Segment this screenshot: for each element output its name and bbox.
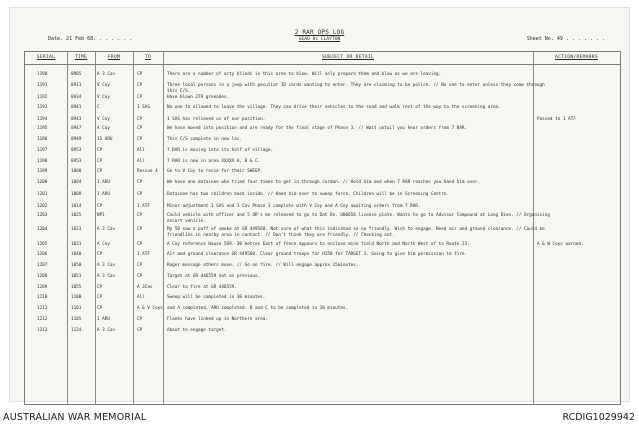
row-serial: 1207	[37, 263, 48, 268]
row-from: V Coy	[97, 95, 110, 100]
row-serial: 1205	[37, 242, 48, 247]
row-detail: Clear to fire at GR 446559.	[167, 285, 237, 290]
col-head-serial: SERIAL	[36, 55, 56, 60]
row-serial: 1190	[37, 72, 48, 77]
row-serial: 1212	[37, 317, 48, 322]
row-detail: Target at GR 446559 not as previous.	[167, 274, 261, 279]
row-serial: 1200	[37, 180, 48, 185]
row-from: CP	[97, 252, 103, 257]
row-to: 1 ATF	[137, 252, 150, 257]
column-divider	[163, 52, 164, 404]
log-date: Date. 21 Feb 68. . . . . . .	[48, 36, 133, 42]
row-from: CP	[97, 295, 103, 300]
row-time: 1105	[71, 317, 82, 322]
row-time: 0953	[71, 148, 82, 153]
row-serial: 1196	[37, 137, 48, 142]
row-to: CP	[137, 242, 143, 247]
row-detail: Have blown 279 grenades.	[167, 95, 230, 100]
row-time: 1031	[71, 242, 82, 247]
row-time: 1000	[71, 169, 82, 174]
row-from: A Coy	[97, 126, 110, 131]
row-time: 0911	[71, 83, 82, 88]
row-to: CP	[137, 117, 143, 122]
row-time: 1051	[71, 274, 82, 279]
row-to: CP	[137, 192, 143, 197]
row-detail: Three local persons in a jeep with peculiar ID cards wanting to enter. They are claiming to be police. // No one to enter unless they come through this C/S.	[167, 83, 545, 94]
row-to: A & V Coys	[137, 306, 163, 311]
row-from: CP	[97, 148, 103, 153]
row-serial: 1210	[37, 295, 48, 300]
row-to: Rescue 4	[137, 169, 158, 174]
row-detail: Roger message others move. // Go on fire. // Will engage approx 15minutes.	[167, 263, 359, 268]
row-detail: We have one detainee who tried four times to get in through cordon. // Hold him and when 7 RAR reaches you hand him over.	[167, 180, 481, 185]
row-from: A Coy	[97, 242, 110, 247]
row-detail: 7 RAR is now in area XXXXX A, B & C.	[167, 159, 261, 164]
col-head-detail: SUBJECT OR DETAIL	[321, 55, 375, 60]
row-serial: 1211	[37, 306, 48, 311]
row-serial: 1194	[37, 117, 48, 122]
row-from: A 3 Cav	[97, 72, 116, 77]
row-to: CP	[137, 213, 143, 218]
row-detail: There are a number of arty blinds in this area to blow. Will only prepare them and blow as we are leaving.	[167, 72, 442, 77]
row-from: V Coy	[97, 117, 110, 122]
row-from: C	[97, 105, 100, 110]
row-from: 11 ARU	[97, 137, 113, 142]
row-time: 0941	[71, 105, 82, 110]
row-from: 1 ARU	[97, 317, 110, 322]
row-to: CP	[137, 227, 143, 232]
row-serial: 1213	[37, 328, 48, 333]
row-serial: 1206	[37, 252, 48, 257]
row-from: A 3 Cav	[97, 263, 116, 268]
log-sheet	[10, 8, 629, 401]
row-action: A & W Coys warned.	[537, 242, 584, 247]
row-to: CP	[137, 72, 143, 77]
col-head-time: TIME	[74, 55, 88, 60]
row-serial: 1197	[37, 148, 48, 153]
row-serial: 1198	[37, 159, 48, 164]
log-table	[24, 51, 621, 405]
row-serial: 1202	[37, 204, 48, 209]
row-serial: 1204	[37, 227, 48, 232]
row-from: CP	[97, 204, 103, 209]
row-time: 1124	[71, 328, 82, 333]
col-head-to: TO	[144, 55, 152, 60]
archive-reference: RCDIG1029942	[562, 412, 635, 423]
column-divider	[95, 52, 96, 404]
row-to: 1 SAS	[137, 105, 150, 110]
row-detail: Sweep will be completed in 30 minutes.	[167, 295, 266, 300]
row-time: 1055	[71, 285, 82, 290]
column-divider	[67, 52, 68, 404]
row-to: 1 ATF	[137, 204, 150, 209]
row-from: CP	[97, 159, 103, 164]
header-rule	[25, 64, 620, 65]
row-from: NP1	[97, 213, 105, 218]
row-detail: This C/S complete in new loc.	[167, 137, 243, 142]
row-serial: 1203	[37, 213, 48, 218]
row-serial: 1195	[37, 126, 48, 131]
col-head-action: ACTION/REMARKS	[555, 55, 598, 60]
row-from: A 3 Cav	[97, 274, 116, 279]
row-serial: 1199	[37, 169, 48, 174]
log-subtitle: SEAO 8c CLAYTON	[298, 37, 341, 42]
row-detail: My 5B saw a puff of smoke at GR 449560. Not sure of what this indicated so no friendly. Wish to engage. Need air and ground clearance. // Could be friendlies in nearby area in contact. // Don't think they are friendly. // Checking out.	[167, 227, 545, 238]
row-detail: Minor adjustment 1 SAS and 3 Cav Phase 3 complete with V Coy and A Coy awaiting orders from 7 RAR.	[167, 204, 421, 209]
row-from: A 3 Cav	[97, 227, 116, 232]
row-serial: 1191	[37, 83, 48, 88]
column-divider	[133, 52, 134, 404]
row-detail: Flanks have linked up in Northern area.	[167, 317, 268, 322]
row-time: 1014	[71, 204, 82, 209]
row-to: CP	[137, 126, 143, 131]
row-to: CP	[137, 317, 143, 322]
row-time: 0943	[71, 117, 82, 122]
row-from: CP	[97, 285, 103, 290]
row-detail: Go to V Coy to recce for their SWEEP.	[167, 169, 263, 174]
row-time: 1009	[71, 192, 82, 197]
row-to: CP	[137, 263, 143, 268]
row-serial: 1208	[37, 274, 48, 279]
row-time: 0905	[71, 72, 82, 77]
row-detail: No one to allowed to leave the village. They can drive their vehicles to the road and walk rest of the way to the screening area.	[167, 105, 501, 110]
row-to: CP	[137, 83, 143, 88]
row-to: All	[137, 295, 145, 300]
row-serial: 1192	[37, 95, 48, 100]
row-detail: Could vehicle with officer and 5 OR's be released to go to Dat Do. U00656 licence plate. Wants to go to Advisor Compound at Long Dien. // Organising escort vehicle.	[167, 213, 550, 224]
row-time: 1004	[71, 180, 82, 185]
archive-credit: AUSTRALIAN WAR MEMORIAL	[3, 412, 147, 423]
row-time: 1025	[71, 213, 82, 218]
col-head-from: FROM	[107, 55, 121, 60]
row-from: CP	[97, 306, 103, 311]
row-detail: 1 SAS has relieved us of our position.	[167, 117, 266, 122]
row-action: Passed to 1 ATF	[537, 117, 576, 122]
row-time: 1040	[71, 252, 82, 257]
row-detail: Detainee has two children back inside. // Hand him over to sweep force. Children will be in Screening Centre.	[167, 192, 449, 197]
row-detail: A Coy reference House 569. 30 metres East of fence appears to enclose mine field North and North West of to Route 23.	[167, 242, 470, 247]
row-time: 0934	[71, 95, 82, 100]
row-time: 1101	[71, 306, 82, 311]
row-detail: Air and ground clearance GR 449560. Clear ground troops for H158 for TARGET 3. Going to give him permission to fire.	[167, 252, 468, 257]
row-to: All	[137, 148, 145, 153]
log-sheet-number: Sheet No. 49 . . . . . . .	[526, 36, 605, 42]
row-time: 0953	[71, 159, 82, 164]
row-from: V Coy	[97, 83, 110, 88]
row-detail: We have moved into position and are ready for the final stage of Phase 3. // Wait untuil you hear orders from 7 RAR.	[167, 126, 468, 131]
row-serial: 1201	[37, 192, 48, 197]
row-to: All	[137, 159, 145, 164]
log-title: 2 RAR OPS LOG	[294, 29, 345, 36]
row-time: 0947	[71, 126, 82, 131]
row-to: CP	[137, 137, 143, 142]
row-from: A 3 Cav	[97, 328, 116, 333]
row-to: CP	[137, 274, 143, 279]
row-to: CP	[137, 180, 143, 185]
row-time: 1050	[71, 263, 82, 268]
row-to: CP	[137, 328, 143, 333]
row-time: 1100	[71, 295, 82, 300]
row-detail: 7 RAR is moving into its half of village.	[167, 148, 274, 153]
row-time: 0949	[71, 137, 82, 142]
row-from: CP	[97, 169, 103, 174]
row-serial: 1209	[37, 285, 48, 290]
row-from: 1 ARU	[97, 180, 110, 185]
row-detail: About to engage target.	[167, 328, 227, 333]
row-from: 1 ARU	[97, 192, 110, 197]
row-serial: 1193	[37, 105, 48, 110]
row-time: 1023	[71, 227, 82, 232]
row-to: A 3Cav	[137, 285, 153, 290]
row-to: CP	[137, 95, 143, 100]
row-detail: and A completed, ARU completed. B and C to be completed in 30 minutes.	[167, 306, 349, 311]
